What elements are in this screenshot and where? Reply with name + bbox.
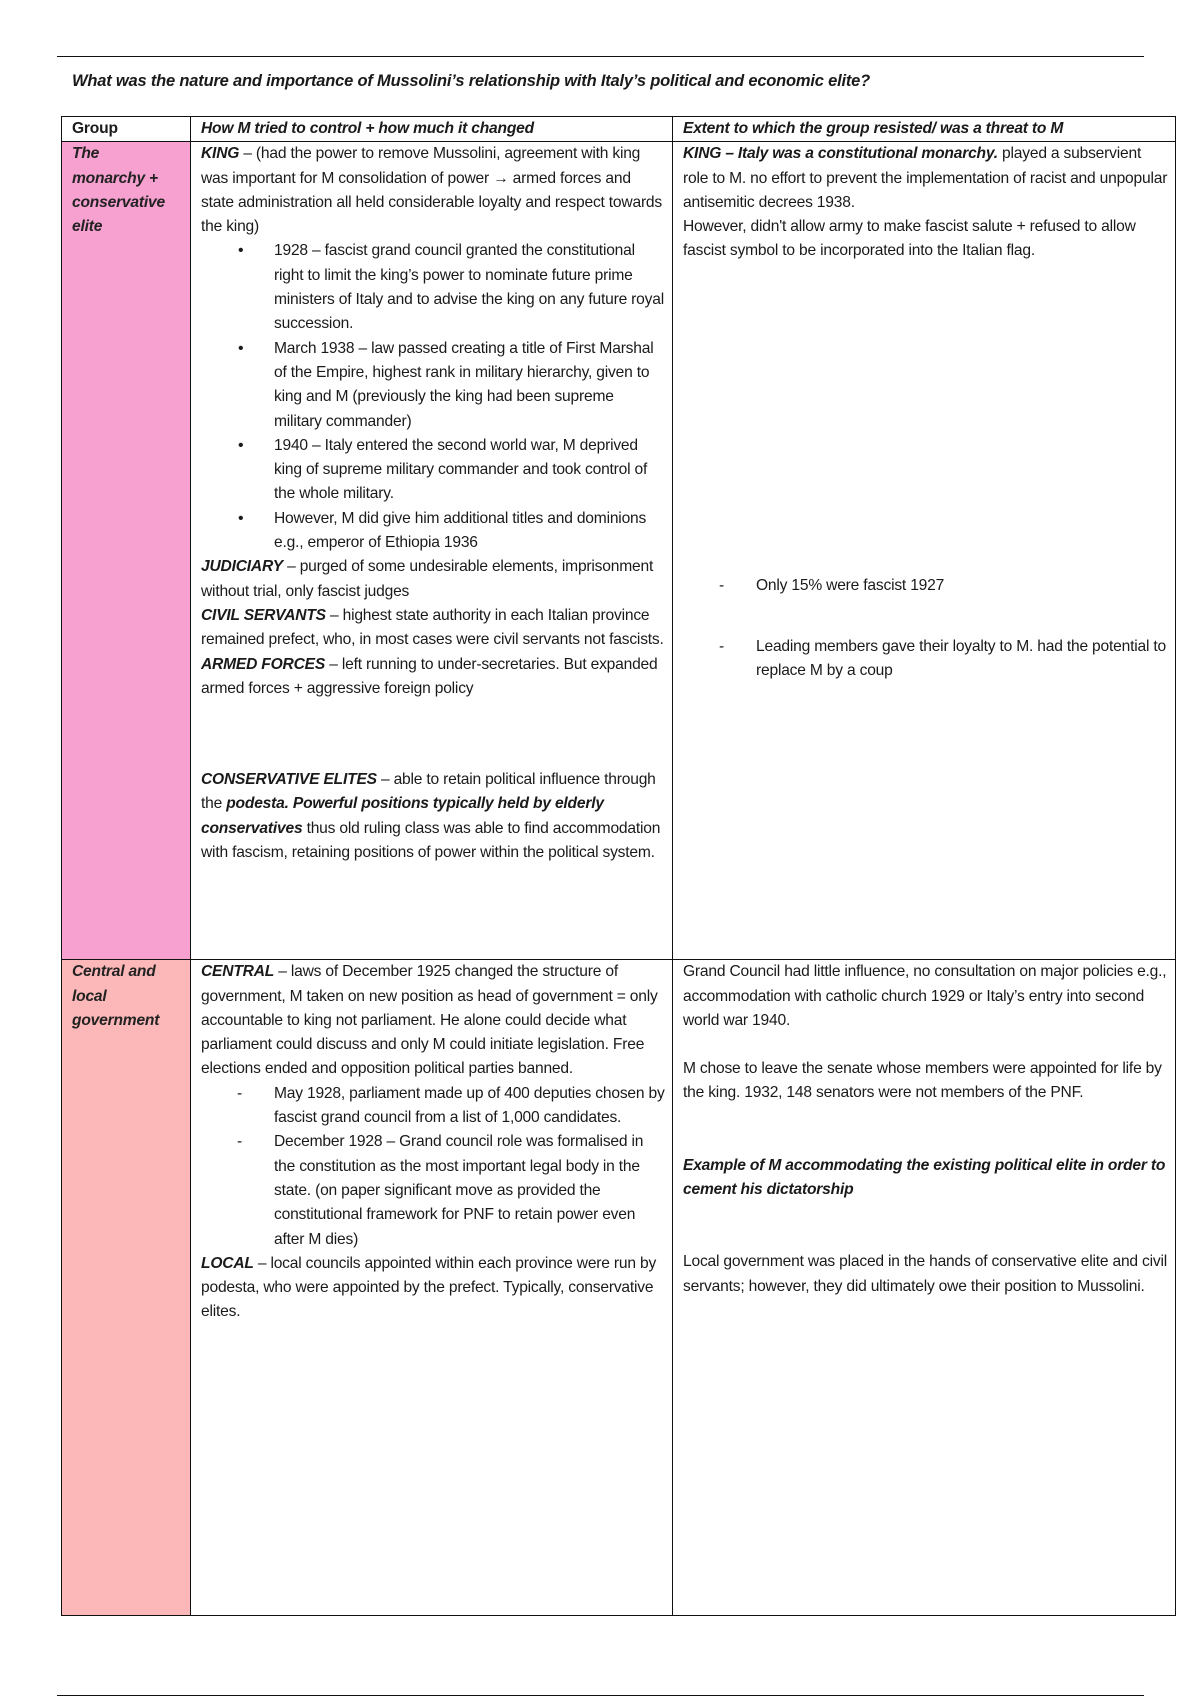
list-item: • March 1938 – law passed creating a title of First Marshal of the Empire, highest rank in military hierarchy, given to king and M (previously the king had been supreme military commander) xyxy=(201,337,665,434)
central-label: CENTRAL xyxy=(201,963,275,981)
group-label-line: The xyxy=(72,145,100,163)
page-title: What was the nature and importance of Mussolini’s relationship with Italy’s political and economic elite? xyxy=(72,72,871,90)
judiciary-label: JUDICIARY xyxy=(201,558,283,576)
group-cell-monarchy xyxy=(62,142,191,960)
senate-paragraph: M chose to leave the senate whose members were appointed for life by the king. 1932, 148 senators were not members of the PNF. xyxy=(683,1060,1162,1102)
group-label-line: local xyxy=(72,987,107,1005)
group-label-line: elite xyxy=(72,218,103,236)
king-however-paragraph: However, didn't allow army to make fascist salute + refused to allow fascist symbol to be incorporated into the Italian flag. xyxy=(683,218,1136,260)
judiciary-paragraph xyxy=(201,555,665,604)
header-control: How M tried to control + how much it changed xyxy=(191,117,673,142)
control-cell-monarchy xyxy=(191,142,673,960)
group-label-line: government xyxy=(72,1011,160,1029)
list-item: - December 1928 – Grand council role was formalised in the constitution as the most important legal body in the state. (on paper significant move as provided the constitutional framework for PNF to retain power even after M dies) xyxy=(201,1130,665,1251)
central-text: – laws of December 1925 changed the structure of government, M taken on new position as head of government = only accountable to king not parliament. He alone could decide what parliament could discuss and only M could initiate legislation. Free elections ended and opposition political parties banned. xyxy=(201,963,658,1078)
central-paragraph xyxy=(201,960,665,1081)
king-bullet-list xyxy=(201,239,665,555)
group-label-line: Central and xyxy=(72,963,156,981)
list-item: - Only 15% were fascist 1927 xyxy=(683,574,1168,598)
armed-forces-paragraph xyxy=(201,653,665,702)
list-item: - May 1928, parliament made up of 400 deputies chosen by fascist grand council from a list of 1,000 candidates. xyxy=(201,1082,665,1131)
list-item: • 1940 – Italy entered the second world war, M deprived king of supreme military commander and took control of the whole military. xyxy=(201,434,665,507)
group-cell-government xyxy=(62,960,191,1616)
armed-forces-label: ARMED FORCES xyxy=(201,655,326,673)
group-label-line: conservative xyxy=(72,193,165,211)
grand-council-paragraph: Grand Council had little influence, no consultation on major policies e.g., accommodation with catholic church 1929 or Italy’s entry into second world war 1940. xyxy=(683,963,1167,1029)
civil-servants-paragraph xyxy=(201,604,665,653)
table-row-monarchy xyxy=(62,142,1176,960)
civil-servants-resistance-list xyxy=(683,574,1168,598)
table-header-row xyxy=(62,117,1176,142)
resistance-cell-government xyxy=(673,960,1176,1616)
conservative-elites-label: CONSERVATIVE ELITES xyxy=(201,771,377,789)
resistance-cell-monarchy xyxy=(673,142,1176,960)
armed-forces-resistance-list xyxy=(683,635,1168,684)
conservative-elites-paragraph xyxy=(201,768,665,865)
central-dash-list xyxy=(201,1082,665,1252)
notes-table xyxy=(61,116,1176,1616)
local-text: – local councils appointed within each province were run by podesta, who were appointed by the prefect. Typically, conservative elites. xyxy=(201,1254,657,1321)
king-text: – (had the power to remove Mussolini, agreement with king was important for M consolidation of power → armed forces and state administration all held considerable loyalty and respect towards the king) xyxy=(201,145,663,236)
judiciary-text: – purged of some undesirable elements, imprisonment without trial, only fascist judges xyxy=(201,558,654,600)
king-paragraph xyxy=(201,142,665,239)
civil-servants-label: CIVIL SERVANTS xyxy=(201,606,326,624)
king-resistance-label: KING – Italy was a constitutional monarchy. xyxy=(683,145,998,163)
top-rule xyxy=(57,56,1144,57)
accommodation-example-paragraph: Example of M accommodating the existing political elite in order to cement his dictatorship xyxy=(683,1156,1166,1199)
local-label: LOCAL xyxy=(201,1254,254,1272)
group-label-line: monarchy + xyxy=(72,169,158,187)
control-cell-government xyxy=(191,960,673,1616)
king-resistance-paragraph xyxy=(683,142,1168,215)
conservative-elites-text-end: thus old ruling class was able to find accommodation with fascism, retaining positions of power within the political system. xyxy=(201,819,661,862)
list-item: - Leading members gave their loyalty to M. had the potential to replace M by a coup xyxy=(683,635,1168,684)
list-item: • 1928 – fascist grand council granted the constitutional right to limit the king’s power to nominate future prime ministers of Italy and to advise the king on any future royal succession. xyxy=(201,239,665,336)
armed-forces-text: – left running to under-secretaries. But expanded armed forces + aggressive foreign policy xyxy=(201,655,658,697)
header-group: Group xyxy=(62,117,191,142)
local-government-paragraph: Local government was placed in the hands of conservative elite and civil servants; however, they did ultimately owe their position to Mussolini. xyxy=(683,1253,1168,1295)
civil-servants-text: – highest state authority in each Italian province remained prefect, who, in most cases were civil servants not fascists. xyxy=(201,606,664,649)
header-resistance: Extent to which the group resisted/ was a threat to M xyxy=(673,117,1176,142)
king-label: KING xyxy=(201,145,240,163)
conservative-elites-emphasis: podesta. Powerful positions typically held by elderly conservatives xyxy=(201,795,604,837)
king-resistance-text: played a subservient role to M. no effort to prevent the implementation of racist and unpopular antisemitic decrees 1938. xyxy=(683,145,1168,211)
bottom-rule xyxy=(57,1695,1144,1696)
local-paragraph xyxy=(201,1252,665,1325)
list-item: • However, M did give him additional titles and dominions e.g., emperor of Ethiopia 1936 xyxy=(201,507,665,556)
conservative-elites-text: – able to retain political influence through the xyxy=(201,771,656,813)
table-row-government xyxy=(62,960,1176,1616)
